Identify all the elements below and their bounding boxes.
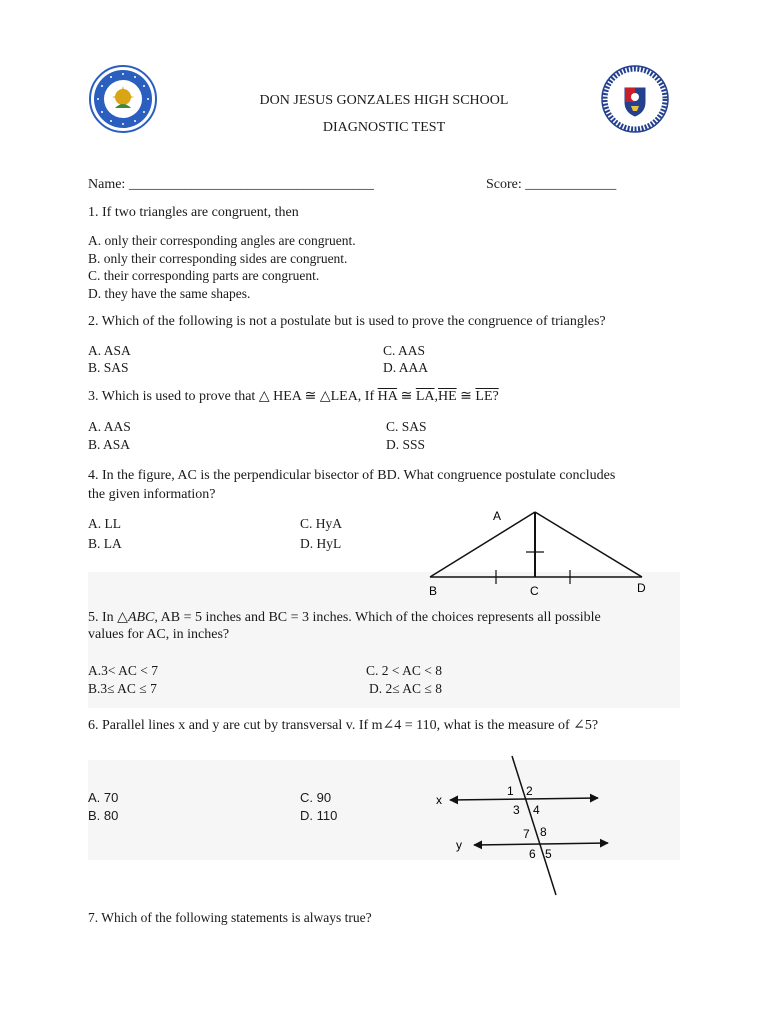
q3-congruent-1: ≅ xyxy=(397,389,416,404)
q2-stem: 2. Which of the following is not a postulate but is used to prove the congruence of triangles? xyxy=(88,314,606,329)
q5-choice-b[interactable]: B.3≤ AC ≤ 7 xyxy=(88,681,157,696)
q3-stem xyxy=(88,388,499,405)
q3-choice-c[interactable]: C. SAS xyxy=(386,419,427,434)
q5-triangle-abc: △ABC xyxy=(117,610,155,625)
angle-label-6: 6 xyxy=(529,847,536,861)
triangle-side-ad xyxy=(535,512,642,577)
triangle-figure xyxy=(420,500,660,605)
vertex-label-b: B xyxy=(429,584,438,598)
name-field[interactable]: Name: ___________________________________ xyxy=(88,177,374,192)
q2-choice-a[interactable]: A. ASA xyxy=(88,343,131,358)
q5-stem-mid: , AB = 5 inches and BC = 3 inches. Which of the choices represents all possible xyxy=(154,610,601,625)
q6-choice-d[interactable]: D. 110 xyxy=(300,808,338,823)
q3-comma: , xyxy=(434,389,438,404)
q2-choice-c[interactable]: C. AAS xyxy=(383,343,426,358)
q3-choice-a[interactable]: A. AAS xyxy=(88,419,131,434)
parallel-line-y xyxy=(474,843,608,845)
q6-stem: 6. Parallel lines x and y are cut by transversal v. If m∠4 = 110, what is the measure of ∠5? xyxy=(88,718,599,733)
parallel-lines-figure xyxy=(430,748,620,918)
q2-choice-d[interactable]: D. AAA xyxy=(383,360,429,375)
q5-stem-line1 xyxy=(88,609,601,626)
q1-stem: 1. If two triangles are congruent, then xyxy=(88,205,299,220)
angle-label-4: 4 xyxy=(533,803,540,817)
score-field[interactable]: Score: _____________ xyxy=(486,177,617,192)
q4-choice-d[interactable]: D. HyL xyxy=(300,536,342,551)
vertex-label-c: C xyxy=(530,584,539,598)
angle-label-1: 1 xyxy=(507,784,514,798)
q1-choice-b[interactable]: B. only their corresponding sides are congruent. xyxy=(88,251,348,266)
triangle-side-ab xyxy=(430,512,535,577)
angle-label-5: 5 xyxy=(545,847,552,861)
q6-choice-a[interactable]: A. 70 xyxy=(88,790,119,805)
q7-stem: 7. Which of the following statements is always true? xyxy=(88,910,372,925)
q3-choice-d[interactable]: D. SSS xyxy=(386,437,426,452)
q5-choice-c[interactable]: C. 2 < AC < 8 xyxy=(366,663,442,678)
vertex-label-d: D xyxy=(637,581,646,595)
q3-choice-b[interactable]: B. ASA xyxy=(88,437,131,452)
q3-tail: LE? xyxy=(475,389,499,404)
line-label-y: y xyxy=(456,838,462,852)
angle-label-8: 8 xyxy=(540,825,547,839)
school-name: DON JESUS GONZALES HIGH SCHOOL xyxy=(259,93,509,108)
line-label-x: x xyxy=(436,793,442,807)
q3-congruent-2: ≅ xyxy=(456,389,476,404)
q4-choice-a[interactable]: A. LL xyxy=(88,516,121,531)
q1-choice-d[interactable]: D. they have the same shapes. xyxy=(88,286,251,301)
test-title: DIAGNOSTIC TEST xyxy=(322,120,446,135)
q1-choice-c[interactable]: C. their corresponding parts are congruent. xyxy=(88,268,320,283)
q4-stem-line1: 4. In the figure, AC is the perpendicular bisector of BD. What congruence postulate concludes xyxy=(88,468,616,483)
q3-segment-he: $\overline{HE}$ xyxy=(437,389,457,404)
q3-segment-la: $\overline{LA}$ xyxy=(415,389,435,404)
q5-stem-prefix: 5. In xyxy=(88,610,118,625)
q4-stem-line2: the given information? xyxy=(88,487,216,502)
q4-choice-c[interactable]: C. HyA xyxy=(300,516,343,531)
q5-choice-d[interactable]: D. 2≤ AC ≤ 8 xyxy=(369,681,442,696)
q3-stem-start: 3. Which is used to prove that △ HEA ≅ △LEA, If xyxy=(88,389,378,404)
angle-label-7: 7 xyxy=(523,827,530,841)
q4-choice-b[interactable]: B. LA xyxy=(88,536,122,551)
vertex-label-a: A xyxy=(493,509,502,523)
q1-choice-a[interactable]: A. only their corresponding angles are congruent. xyxy=(88,233,356,248)
parallel-line-x xyxy=(450,798,598,800)
q6-choice-c[interactable]: C. 90 xyxy=(300,790,332,805)
q6-choice-b[interactable]: B. 80 xyxy=(88,808,119,823)
transversal-line-v xyxy=(512,756,556,895)
angle-label-3: 3 xyxy=(513,803,520,817)
q5-choice-a[interactable]: A.3< AC < 7 xyxy=(88,663,158,678)
angle-label-2: 2 xyxy=(526,784,533,798)
q2-choice-b[interactable]: B. SAS xyxy=(88,360,129,375)
q3-segment-ha: $\overline{HA}$ xyxy=(377,389,398,404)
q5-stem-line2: values for AC, in inches? xyxy=(88,627,230,642)
